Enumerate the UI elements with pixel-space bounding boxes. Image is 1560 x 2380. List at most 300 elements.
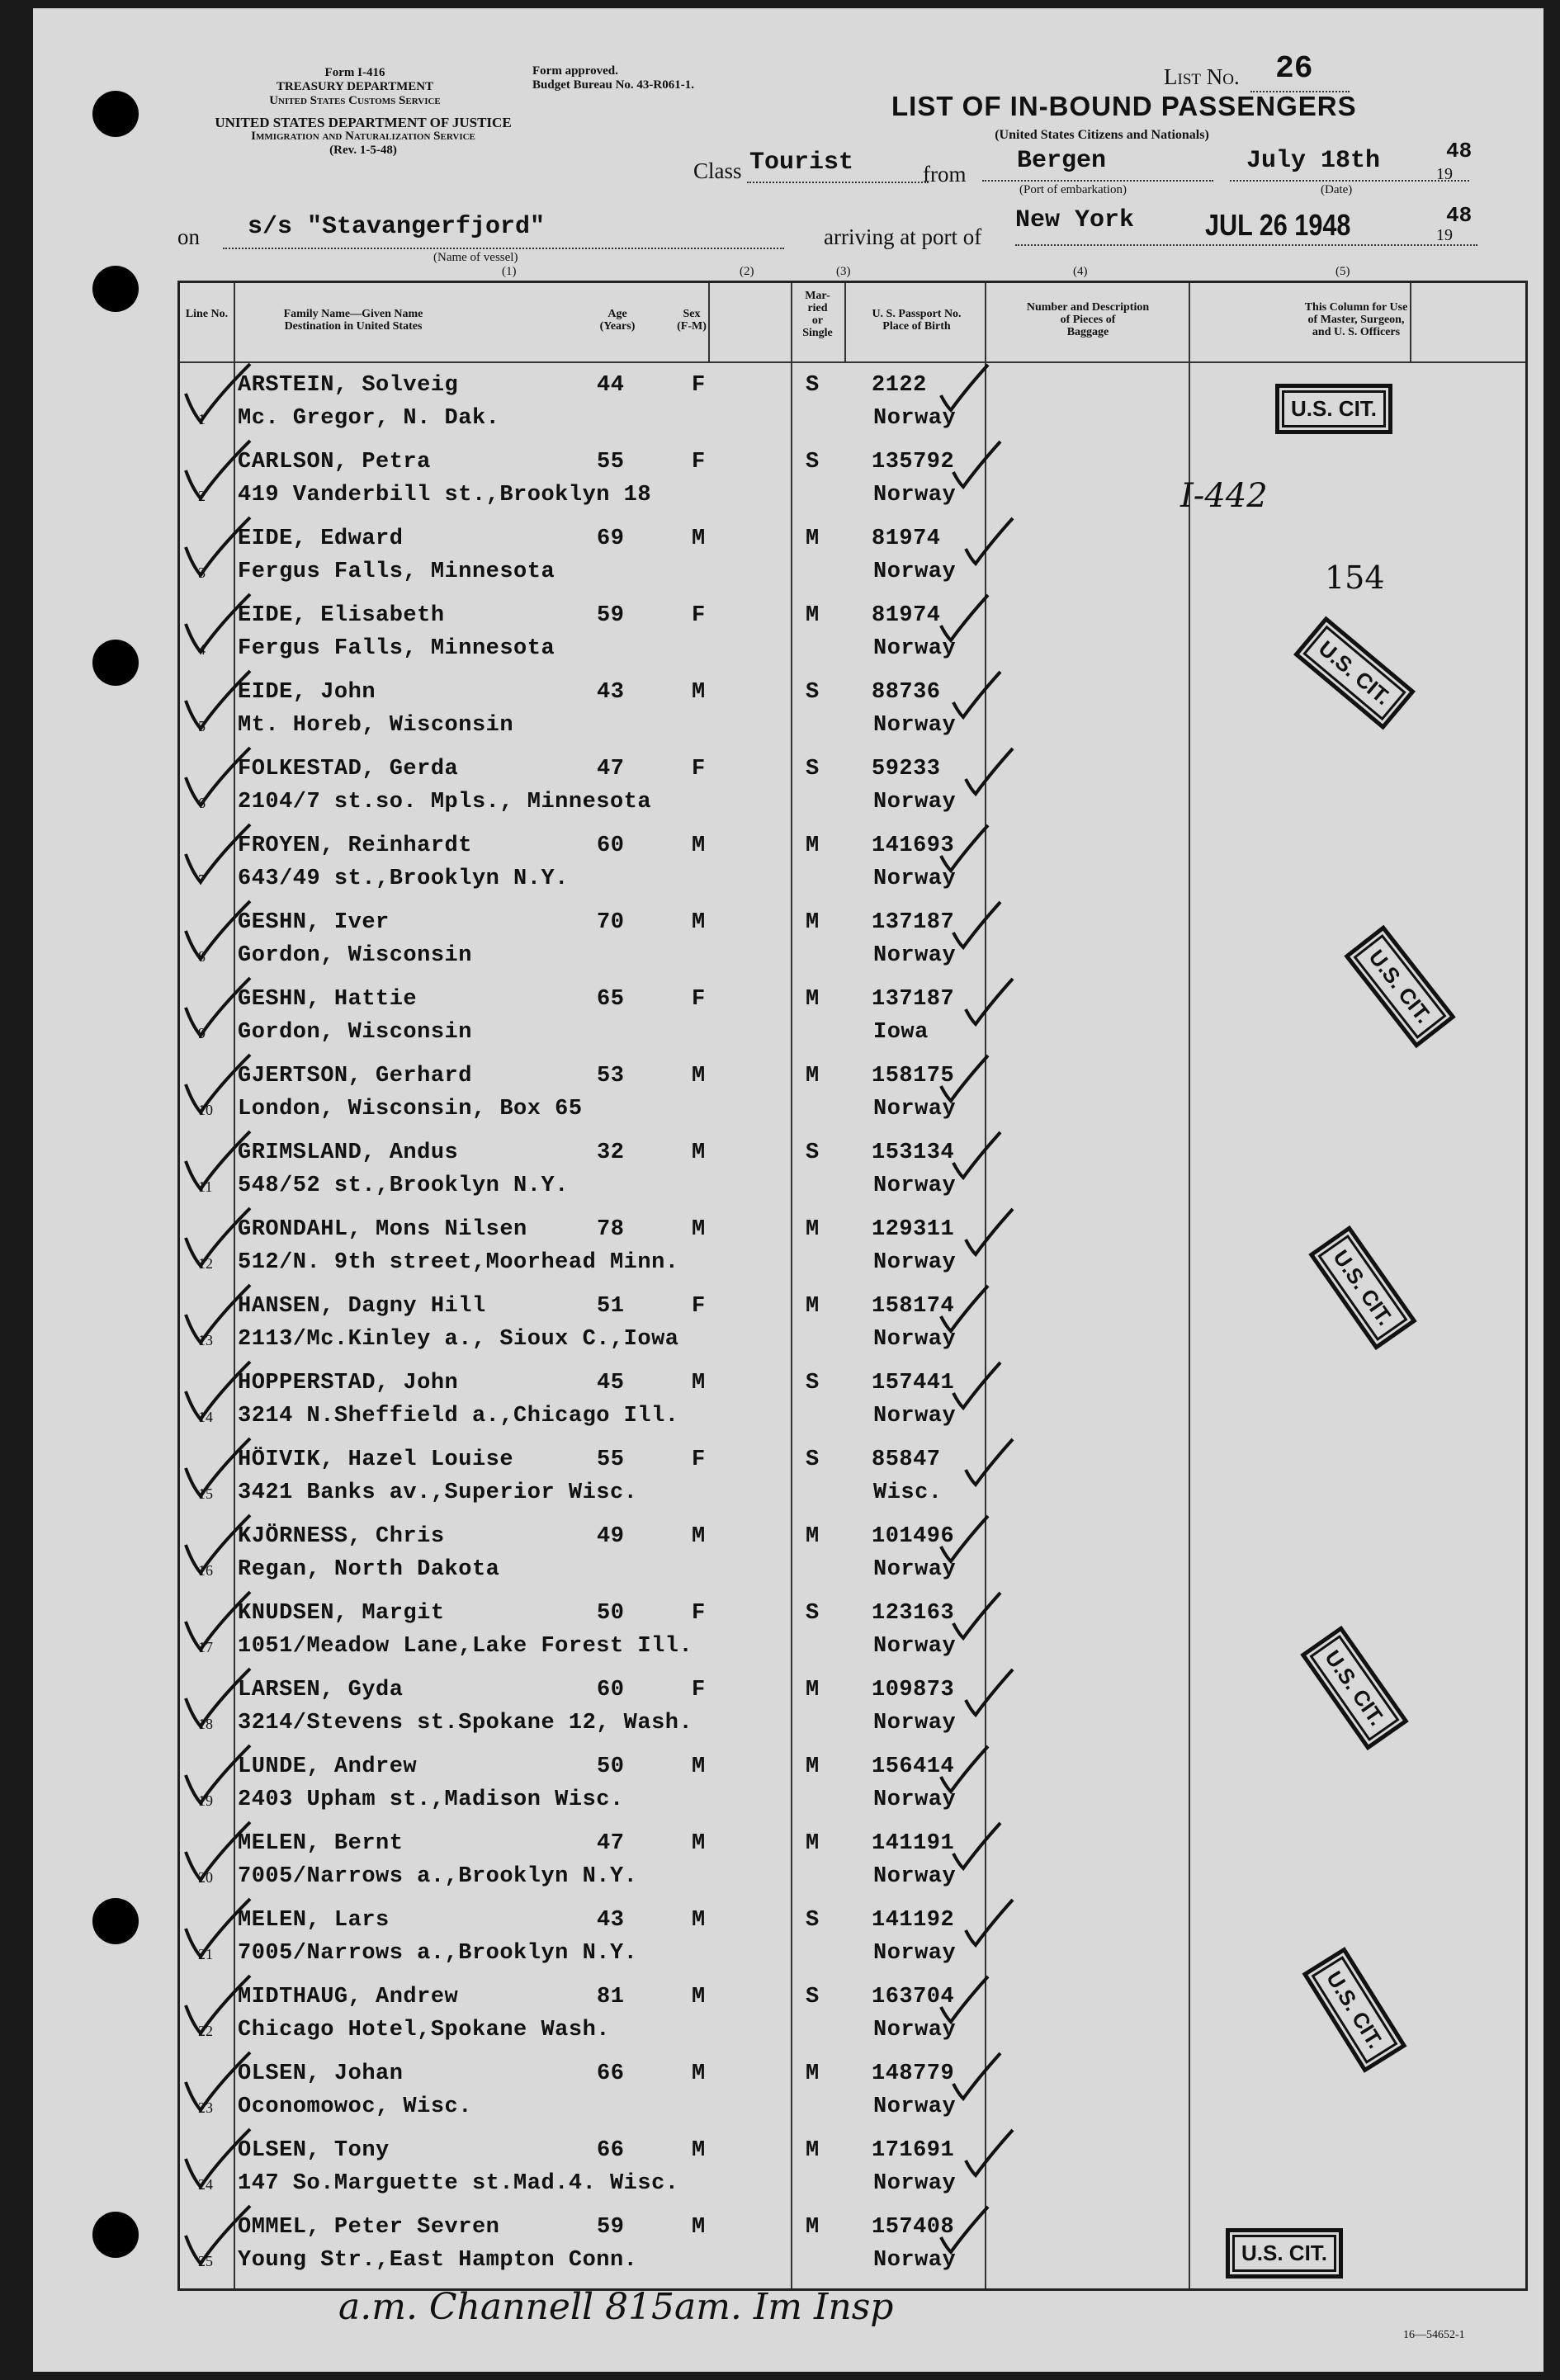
table-row	[180, 2052, 1525, 2128]
sex: M	[692, 1985, 706, 2009]
header-sex-line1: Sex	[683, 308, 701, 320]
vessel-name: s/s "Stavangerfjord"	[248, 213, 546, 241]
passenger-name: MIDTHAUG, Andrew	[238, 1985, 459, 2009]
age: 50	[597, 1754, 625, 1779]
passport-number: 137187	[872, 987, 955, 1012]
header-officers-line2: of Master, Surgeon,	[1307, 314, 1405, 326]
department-of-justice: UNITED STATES DEPARTMENT OF JUSTICE	[215, 115, 512, 130]
header-name	[238, 308, 469, 333]
passenger-name: MELEN, Lars	[238, 1908, 390, 1933]
age: 45	[597, 1371, 625, 1395]
table-row	[180, 1284, 1525, 1361]
passenger-name: OMMEL, Peter Sevren	[238, 2215, 500, 2240]
sex: M	[692, 1524, 706, 1549]
marital-status: M	[806, 987, 820, 1012]
destination: 512/N. 9th street,Moorhead Minn.	[238, 1250, 679, 1275]
marital-status: S	[806, 1601, 820, 1626]
arrival-year-prefix: 19	[1436, 226, 1453, 244]
place-of-birth: Norway	[873, 1711, 957, 1735]
sex: F	[692, 1447, 706, 1472]
passport-number: 163704	[872, 1985, 955, 2009]
us-citizen-stamp: U.S. CIT.	[1302, 1947, 1407, 2073]
header-married-line1: Mar-	[805, 290, 830, 302]
line-number: 11	[198, 1178, 213, 1195]
marital-status: S	[806, 757, 820, 782]
column-marker-5: (5)	[1335, 265, 1350, 278]
age: 66	[597, 2138, 625, 2163]
form-id: Form I-416	[324, 66, 385, 79]
sex: F	[692, 1678, 706, 1702]
destination: 7005/Narrows a.,Brooklyn N.Y.	[238, 1864, 638, 1889]
place-of-birth: Norway	[873, 867, 957, 891]
age: 50	[597, 1601, 625, 1626]
destination: 643/49 st.,Brooklyn N.Y.	[238, 867, 569, 891]
destination: 3214 N.Sheffield a.,Chicago Ill.	[238, 1404, 679, 1428]
sex: M	[692, 1831, 706, 1856]
binder-hole	[92, 91, 139, 137]
passport-number: 141693	[872, 833, 955, 858]
marital-status: M	[806, 603, 820, 628]
destination: 3421 Banks av.,Superior Wisc.	[238, 1480, 638, 1505]
form-id-block	[248, 66, 462, 108]
passenger-name: EIDE, Elisabeth	[238, 603, 445, 628]
header-officers	[1191, 301, 1521, 338]
place-of-birth: Norway	[873, 636, 957, 661]
marital-status: M	[806, 2215, 820, 2240]
date-caption: (Date)	[1321, 183, 1353, 196]
table-row	[180, 1131, 1525, 1207]
destination: Young Str.,East Hampton Conn.	[238, 2248, 638, 2273]
header-married	[791, 290, 844, 339]
line-number: 21	[198, 1946, 213, 1962]
age: 53	[597, 1064, 625, 1088]
age: 43	[597, 1908, 625, 1933]
us-citizen-stamp: U.S. CIT.	[1308, 1225, 1416, 1350]
place-of-birth: Norway	[873, 406, 957, 431]
header-line-no-text: Line No.	[185, 308, 229, 320]
line-number: 12	[198, 1255, 213, 1272]
marital-status: S	[806, 1371, 820, 1395]
passport-number: 156414	[872, 1754, 955, 1779]
line-number: 6	[198, 795, 206, 811]
sex: M	[692, 1064, 706, 1088]
passenger-name: MELEN, Bernt	[238, 1831, 404, 1856]
arrival-port: New York	[1015, 206, 1135, 234]
table-row	[180, 824, 1525, 900]
passenger-name: HOPPERSTAD, John	[238, 1371, 459, 1395]
column-header-row	[180, 283, 1525, 363]
age: 32	[597, 1140, 625, 1165]
age: 51	[597, 1294, 625, 1319]
us-citizen-stamp: U.S. CIT.	[1226, 2228, 1343, 2278]
sex: F	[692, 1601, 706, 1626]
line-number: 8	[198, 948, 206, 965]
line-number: 9	[198, 1025, 206, 1041]
place-of-birth: Norway	[873, 1864, 957, 1889]
place-of-birth: Norway	[873, 1941, 957, 1966]
destination: 2113/Mc.Kinley a., Sioux C.,Iowa	[238, 1327, 679, 1352]
line-number: 5	[198, 718, 206, 734]
passenger-name: OLSEN, Tony	[238, 2138, 390, 2163]
place-of-birth: Norway	[873, 1097, 957, 1122]
us-citizen-stamp: U.S. CIT.	[1300, 1626, 1408, 1750]
age: 65	[597, 987, 625, 1012]
place-of-birth: Norway	[873, 1250, 957, 1275]
line-number: 13	[198, 1332, 213, 1348]
passport-number: 148779	[872, 2061, 955, 2086]
us-citizen-stamp: U.S. CIT.	[1275, 384, 1392, 434]
ins-name: Immigration and Naturalization Service	[251, 130, 475, 143]
header-baggage-line3: Baggage	[1066, 326, 1109, 338]
from-label: from	[923, 162, 967, 187]
justice-block	[173, 116, 553, 158]
header-age-line1: Age	[607, 308, 627, 320]
marital-status: M	[806, 1294, 820, 1319]
passport-number: 135792	[872, 450, 955, 475]
age: 69	[597, 527, 625, 551]
sex: M	[692, 833, 706, 858]
age: 60	[597, 833, 625, 858]
passenger-name: CARLSON, Petra	[238, 450, 431, 475]
signature-handwriting: a.m. Channell 815am. Im Insp	[338, 2286, 894, 2328]
class-line	[747, 182, 929, 183]
destination: 147 So.Marguette st.Mad.4. Wisc.	[238, 2171, 679, 2196]
passport-number: 109873	[872, 1678, 955, 1702]
sex: M	[692, 1217, 706, 1242]
passport-number: 158175	[872, 1064, 955, 1088]
line-number: 2	[198, 488, 206, 504]
age: 55	[597, 450, 625, 475]
destination: Mt. Horeb, Wisconsin	[238, 713, 514, 738]
age: 55	[597, 1447, 625, 1472]
customs-service: United States Customs Service	[269, 94, 441, 107]
destination: 2104/7 st.so. Mpls., Minnesota	[238, 790, 652, 815]
sex: F	[692, 450, 706, 475]
sex: M	[692, 1140, 706, 1165]
passport-number: 141191	[872, 1831, 955, 1856]
header-married-line4: Single	[802, 327, 833, 339]
age: 49	[597, 1524, 625, 1549]
sex: M	[692, 910, 706, 935]
sex: M	[692, 680, 706, 705]
table-row	[180, 1514, 1525, 1591]
column-marker-2: (2)	[740, 265, 754, 278]
form-code: 16—54652-1	[1403, 2329, 1465, 2341]
marital-status: S	[806, 1908, 820, 1933]
marital-status: M	[806, 1064, 820, 1088]
place-of-birth: Norway	[873, 943, 957, 968]
age: 81	[597, 1985, 625, 2009]
passport-number: 85847	[872, 1447, 941, 1472]
destination: 1051/Meadow Lane,Lake Forest Ill.	[238, 1634, 693, 1659]
us-citizen-stamp: U.S. CIT.	[1344, 925, 1456, 1048]
port-of-embarkation: Bergen	[1017, 147, 1107, 175]
passport-number: 123163	[872, 1601, 955, 1626]
sex: F	[692, 987, 706, 1012]
place-of-birth: Norway	[873, 560, 957, 584]
passport-number: 2122	[872, 373, 927, 398]
marital-status: M	[806, 1524, 820, 1549]
column-marker-3: (3)	[836, 265, 851, 278]
destination: 7005/Narrows a.,Brooklyn N.Y.	[238, 1941, 638, 1966]
passport-number: 158174	[872, 1294, 955, 1319]
marital-status: S	[806, 373, 820, 398]
handwritten-number-442: I-442	[1180, 477, 1268, 515]
line-number: 22	[198, 2023, 213, 2039]
form-title: LIST OF IN-BOUND PASSENGERS	[891, 91, 1357, 121]
place-of-birth: Norway	[873, 2094, 957, 2119]
line-number: 18	[198, 1716, 213, 1732]
year-prefix: 19	[1436, 165, 1453, 183]
table-row	[180, 1054, 1525, 1131]
us-citizen-stamp: U.S. CIT.	[1293, 616, 1416, 730]
form-subtitle: (United States Citizens and Nationals)	[995, 128, 1209, 142]
line-number: 24	[198, 2176, 213, 2193]
destination: Gordon, Wisconsin	[238, 1020, 472, 1045]
class-value: Tourist	[749, 149, 854, 177]
sex: M	[692, 1908, 706, 1933]
date-line	[1230, 180, 1469, 182]
passport-number: 81974	[872, 527, 941, 551]
table-row	[180, 2128, 1525, 2205]
sex: F	[692, 603, 706, 628]
line-number: 1	[198, 411, 206, 427]
passenger-name: KJÖRNESS, Chris	[238, 1524, 445, 1549]
destination: London, Wisconsin, Box 65	[238, 1097, 583, 1122]
table-row	[180, 1438, 1525, 1514]
place-of-birth: Norway	[873, 1557, 957, 1582]
line-number: 4	[198, 641, 206, 658]
sex: F	[692, 757, 706, 782]
age: 78	[597, 1217, 625, 1242]
line-number: 23	[198, 2099, 213, 2116]
passenger-name: KNUDSEN, Margit	[238, 1601, 445, 1626]
class-label: Class	[693, 158, 742, 183]
line-number: 19	[198, 1792, 213, 1809]
place-of-birth: Norway	[873, 2018, 957, 2042]
sex: M	[692, 2215, 706, 2240]
place-of-birth: Norway	[873, 713, 957, 738]
passenger-name: HÖIVIK, Hazel Louise	[238, 1447, 514, 1472]
port-caption: (Port of embarkation)	[1019, 183, 1127, 196]
destination: 548/52 st.,Brooklyn N.Y.	[238, 1173, 569, 1198]
passenger-name: GRIMSLAND, Andus	[238, 1140, 459, 1165]
passenger-name: ARSTEIN, Solveig	[238, 373, 459, 398]
line-number: 20	[198, 1869, 213, 1886]
line-number: 14	[198, 1409, 213, 1425]
header-sex-line2: (F-M)	[677, 320, 707, 333]
header-married-line2: ried	[807, 302, 828, 314]
table-row	[180, 517, 1525, 593]
passport-number: 129311	[872, 1217, 955, 1242]
header-married-line3: or	[811, 314, 824, 327]
line-number: 3	[198, 564, 206, 581]
line-number: 7	[198, 871, 206, 888]
line-number: 17	[198, 1639, 213, 1655]
revision: (Rev. 1-5-48)	[329, 144, 397, 157]
marital-status: M	[806, 1217, 820, 1242]
line-number: 10	[198, 1102, 213, 1118]
passport-number: 171691	[872, 2138, 955, 2163]
passenger-name: GESHN, Iver	[238, 910, 390, 935]
table-row	[180, 900, 1525, 977]
list-no-value: 26	[1275, 51, 1313, 87]
year-suffix: 48	[1446, 139, 1473, 163]
list-no-label: List No.	[1164, 64, 1240, 89]
header-officers-line3: and U. S. Officers	[1312, 326, 1401, 338]
passenger-name: FROYEN, Reinhardt	[238, 833, 472, 858]
table-row	[180, 1361, 1525, 1438]
table-row	[180, 670, 1525, 747]
table-row	[180, 440, 1525, 517]
destination: 3214/Stevens st.Spokane 12, Wash.	[238, 1711, 693, 1735]
header-line-no	[180, 308, 234, 320]
treasury-department: TREASURY DEPARTMENT	[276, 80, 434, 93]
line-number: 16	[198, 1562, 213, 1579]
marital-status: S	[806, 450, 820, 475]
sex: M	[692, 527, 706, 551]
header-age	[576, 308, 659, 333]
passport-number: 157441	[872, 1371, 955, 1395]
sex: M	[692, 1754, 706, 1779]
arriving-label: arriving at port of	[824, 224, 982, 249]
destination: Fergus Falls, Minnesota	[238, 560, 555, 584]
age: 44	[597, 373, 625, 398]
marital-status: M	[806, 910, 820, 935]
passenger-name: FOLKESTAD, Gerda	[238, 757, 459, 782]
place-of-birth: Norway	[873, 790, 957, 815]
sex: M	[692, 2138, 706, 2163]
destination: Regan, North Dakota	[238, 1557, 500, 1582]
passport-number: 101496	[872, 1524, 955, 1549]
form-approved-block	[532, 64, 813, 92]
passenger-name: LUNDE, Andrew	[238, 1754, 418, 1779]
place-of-birth: Norway	[873, 2248, 957, 2273]
destination: Oconomowoc, Wisc.	[238, 2094, 472, 2119]
table-row	[180, 1821, 1525, 1898]
marital-status: M	[806, 1831, 820, 1856]
age: 47	[597, 757, 625, 782]
handwritten-number-154: 154	[1325, 560, 1385, 596]
place-of-birth: Iowa	[873, 1020, 929, 1045]
budget-bureau: Budget Bureau No. 43-R061-1.	[532, 78, 694, 92]
age: 66	[597, 2061, 625, 2086]
marital-status: S	[806, 680, 820, 705]
table-row	[180, 747, 1525, 824]
marital-status: M	[806, 1754, 820, 1779]
form-approved: Form approved.	[532, 64, 618, 78]
passport-number: 157408	[872, 2215, 955, 2240]
passenger-name: GJERTSON, Gerhard	[238, 1064, 472, 1088]
column-marker-4: (4)	[1073, 265, 1088, 278]
marital-status: M	[806, 527, 820, 551]
passenger-name: GESHN, Hattie	[238, 987, 418, 1012]
place-of-birth: Norway	[873, 1404, 957, 1428]
line-number: 25	[198, 2253, 213, 2269]
passenger-name: HANSEN, Dagny Hill	[238, 1294, 486, 1319]
header-sex	[659, 308, 725, 333]
sex: F	[692, 1294, 706, 1319]
marital-status: S	[806, 1447, 820, 1472]
passenger-manifest-page	[33, 8, 1543, 2372]
sex: M	[692, 1371, 706, 1395]
passenger-name: EIDE, John	[238, 680, 376, 705]
binder-hole	[92, 2212, 139, 2258]
place-of-birth: Norway	[873, 1327, 957, 1352]
table-row	[180, 1745, 1525, 1821]
line-number: 15	[198, 1485, 213, 1502]
vessel-caption: (Name of vessel)	[433, 251, 518, 264]
age: 47	[597, 1831, 625, 1856]
on-label: on	[177, 224, 200, 249]
place-of-birth: Norway	[873, 1634, 957, 1659]
age: 60	[597, 1678, 625, 1702]
table-row	[180, 977, 1525, 1054]
arrival-date-stamp: JUL 26 1948	[1205, 208, 1351, 242]
passport-number: 88736	[872, 680, 941, 705]
age: 70	[597, 910, 625, 935]
passport-number: 141192	[872, 1908, 955, 1933]
marital-status: S	[806, 1985, 820, 2009]
binder-hole	[92, 1898, 139, 1944]
age: 43	[597, 680, 625, 705]
passport-number: 153134	[872, 1140, 955, 1165]
passenger-name: OLSEN, Johan	[238, 2061, 404, 2086]
marital-status: M	[806, 1678, 820, 1702]
marital-status: S	[806, 1140, 820, 1165]
place-of-birth: Norway	[873, 1173, 957, 1198]
destination: 2403 Upham st.,Madison Wisc.	[238, 1787, 624, 1812]
passenger-name: GRONDAHL, Mons Nilsen	[238, 1217, 527, 1242]
header-name-line1: Family Name—Given Name	[283, 308, 423, 320]
passport-number: 137187	[872, 910, 955, 935]
destination: Fergus Falls, Minnesota	[238, 636, 555, 661]
passenger-name: EIDE, Edward	[238, 527, 404, 551]
place-of-birth: Wisc.	[873, 1480, 943, 1505]
destination: Mc. Gregor, N. Dak.	[238, 406, 500, 431]
destination: 419 Vanderbill st.,Brooklyn 18	[238, 483, 652, 508]
header-age-line2: (Years)	[599, 320, 636, 333]
place-of-birth: Norway	[873, 1787, 957, 1812]
departure-date: July 18th	[1246, 147, 1381, 175]
sex: M	[692, 2061, 706, 2086]
header-baggage-line1: Number and Description	[1026, 301, 1150, 314]
column-marker-1: (1)	[502, 265, 517, 278]
header-baggage	[987, 301, 1189, 338]
arrival-year-suffix: 48	[1446, 203, 1473, 228]
binder-hole	[92, 640, 139, 686]
place-of-birth: Norway	[873, 483, 957, 508]
arrival-line	[1015, 244, 1477, 246]
marital-status: M	[806, 2138, 820, 2163]
vessel-line	[223, 248, 784, 249]
header-passport	[849, 308, 985, 333]
age: 59	[597, 603, 625, 628]
destination: Gordon, Wisconsin	[238, 943, 472, 968]
place-of-birth: Norway	[873, 2171, 957, 2196]
age: 59	[597, 2215, 625, 2240]
header-passport-line1: U. S. Passport No.	[872, 308, 962, 320]
header-name-line2: Destination in United States	[284, 320, 423, 333]
header-baggage-line2: of Pieces of	[1060, 314, 1116, 326]
port-line	[982, 180, 1213, 182]
header-passport-line2: Place of Birth	[882, 320, 951, 333]
header-officers-line1: This Column for Use	[1304, 301, 1408, 314]
marital-status: M	[806, 833, 820, 858]
passport-number: 81974	[872, 603, 941, 628]
sex: F	[692, 373, 706, 398]
passport-number: 59233	[872, 757, 941, 782]
